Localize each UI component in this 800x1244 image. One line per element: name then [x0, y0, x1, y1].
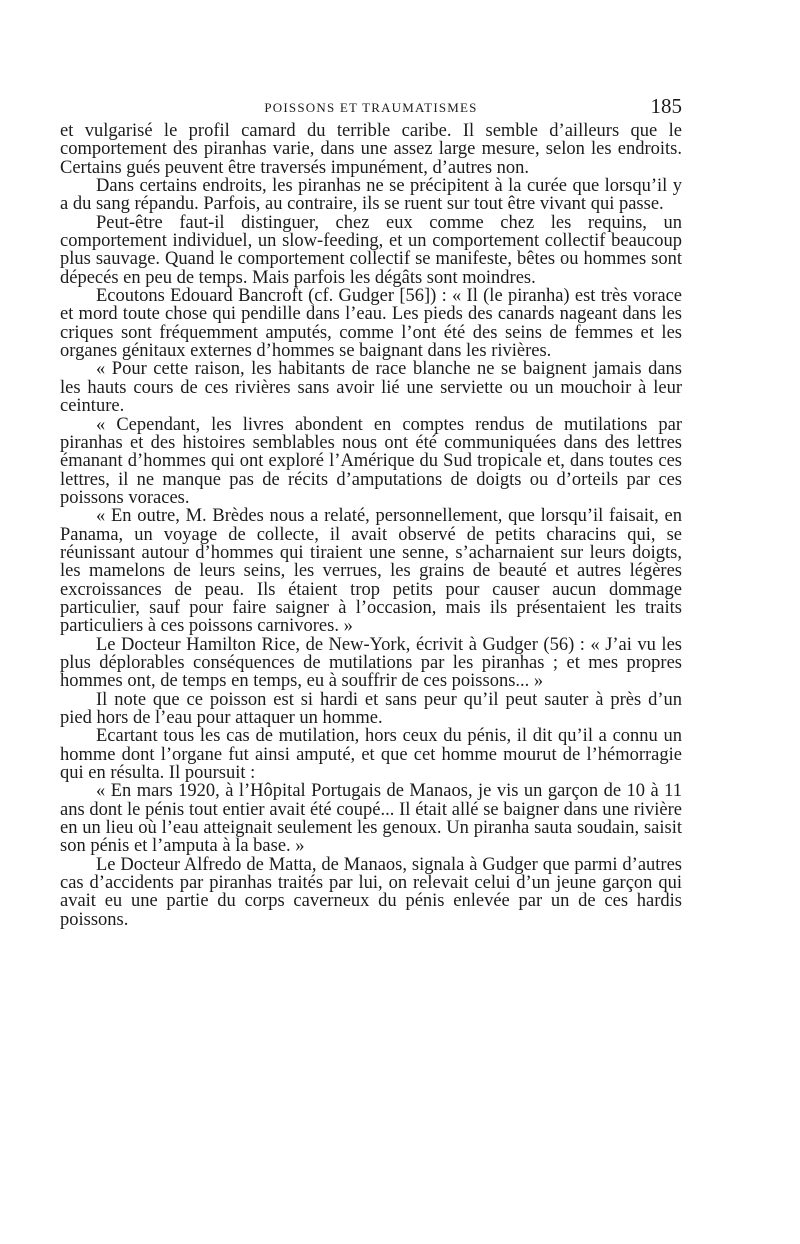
paragraph: Le Docteur Hamilton Rice, de New-York, écrivit à Gudger (56) : « J’ai vu les plus déplorables conséquences de mutilations par les piranhas ; et mes propres hommes ont, de temps en temps, eu à souffrir de ces poissons... »: [60, 634, 682, 692]
paragraph: et vulgarisé le profil camard du terrible caribe. Il semble d’ailleurs que le comportement des piranhas varie, dans une assez large mesure, selon les endroits. Certains gués peuvent être traversés impunément, d’autres non.: [60, 121, 682, 178]
paragraph: « Pour cette raison, les habitants de race blanche ne se baignent jamais dans les hauts cours de ces rivières sans avoir lié une serviette ou un mouchoir à leur ceinture.: [60, 359, 682, 417]
paragraph: Peut-être faut-il distinguer, chez eux comme chez les requins, un comportement individuel, un slow-feeding, et un comportement collectif beaucoup plus sauvage. Quand le comportement collectif se manifeste, bêtes ou hommes sont dépecés en peu de temps. Mais parfois les dégâts sont moindres.: [60, 212, 682, 288]
paragraph: Le Docteur Alfredo de Matta, de Manaos, signala à Gudger que parmi d’autres cas d’accidents par piranhas traités par lui, on relevait celui d’un jeune garçon qui avait eu une partie du corps caverneux du pénis enlevée par un de ces hardis poissons.: [60, 854, 682, 930]
paragraph: Il note que ce poisson est si hardi et sans peur qu’il peut sauter à près d’un pied hors de l’eau pour attaquer un homme.: [60, 689, 682, 728]
paragraph: Dans certains endroits, les piranhas ne se précipitent à la curée que lorsqu’il y a du sang répandu. Parfois, au contraire, ils se ruent sur tout être vivant qui passe.: [60, 176, 682, 215]
page-header: [60, 96, 682, 120]
running-title: POISSONS ET TRAUMATISMES: [264, 100, 478, 115]
paragraph: « En outre, M. Brèdes nous a relaté, personnellement, que lorsqu’il faisait, en Panama, un voyage de collecte, il avait observé de petits characins qui, se réunissant autour d’hommes qui tiraient une senne, s’acharnaient sur leurs doigts, les mamelons de leurs seins, les verrues, les grains de beauté et autres légères excroissances de peau. Ils étaient trop petits pour causer aucun dommage particulier, sauf pour faire saigner à l’occasion, mais ils présentaient les traits particuliers à ces poissons carnivores. »: [60, 506, 682, 637]
paragraph: « En mars 1920, à l’Hôpital Portugais de Manaos, je vis un garçon de 10 à 11 ans dont le pénis tout entier avait été coupé... Il était allé se baigner dans une rivière en un lieu où l’eau atteignait seulement les genoux. Un piranha sauta soudain, saisit son pénis et l’amputa à la base. »: [60, 781, 682, 857]
body-text: [60, 122, 682, 929]
paragraph: Ecoutons Edouard Bancroft (cf. Gudger [56]) : « Il (le piranha) est très vorace et mord toute chose qui pendille dans l’eau. Les pieds des canards nageant dans les criques sont fréquemment amputés, comme l’ont été des seins de femmes et les organes génitaux externes d’hommes se baignant dans les rivières.: [60, 286, 682, 362]
paragraph: Ecartant tous les cas de mutilation, hors ceux du pénis, il dit qu’il a connu un homme dont l’organe fut ainsi amputé, et que cet homme mourut de l’hémorragie qui en résulta. Il poursuit :: [60, 726, 682, 784]
paragraph: « Cependant, les livres abondent en comptes rendus de mutilations par piranhas et des histoires semblables nous ont été communiquées dans des lettres émanant d’hommes qui ont exploré l’Amérique du Sud tropicale et, dans toutes ces lettres, il ne manque pas de récits d’amputations de doigts ou d’orteils par ces poissons voraces.: [60, 414, 682, 508]
page-number: 185: [650, 94, 682, 118]
